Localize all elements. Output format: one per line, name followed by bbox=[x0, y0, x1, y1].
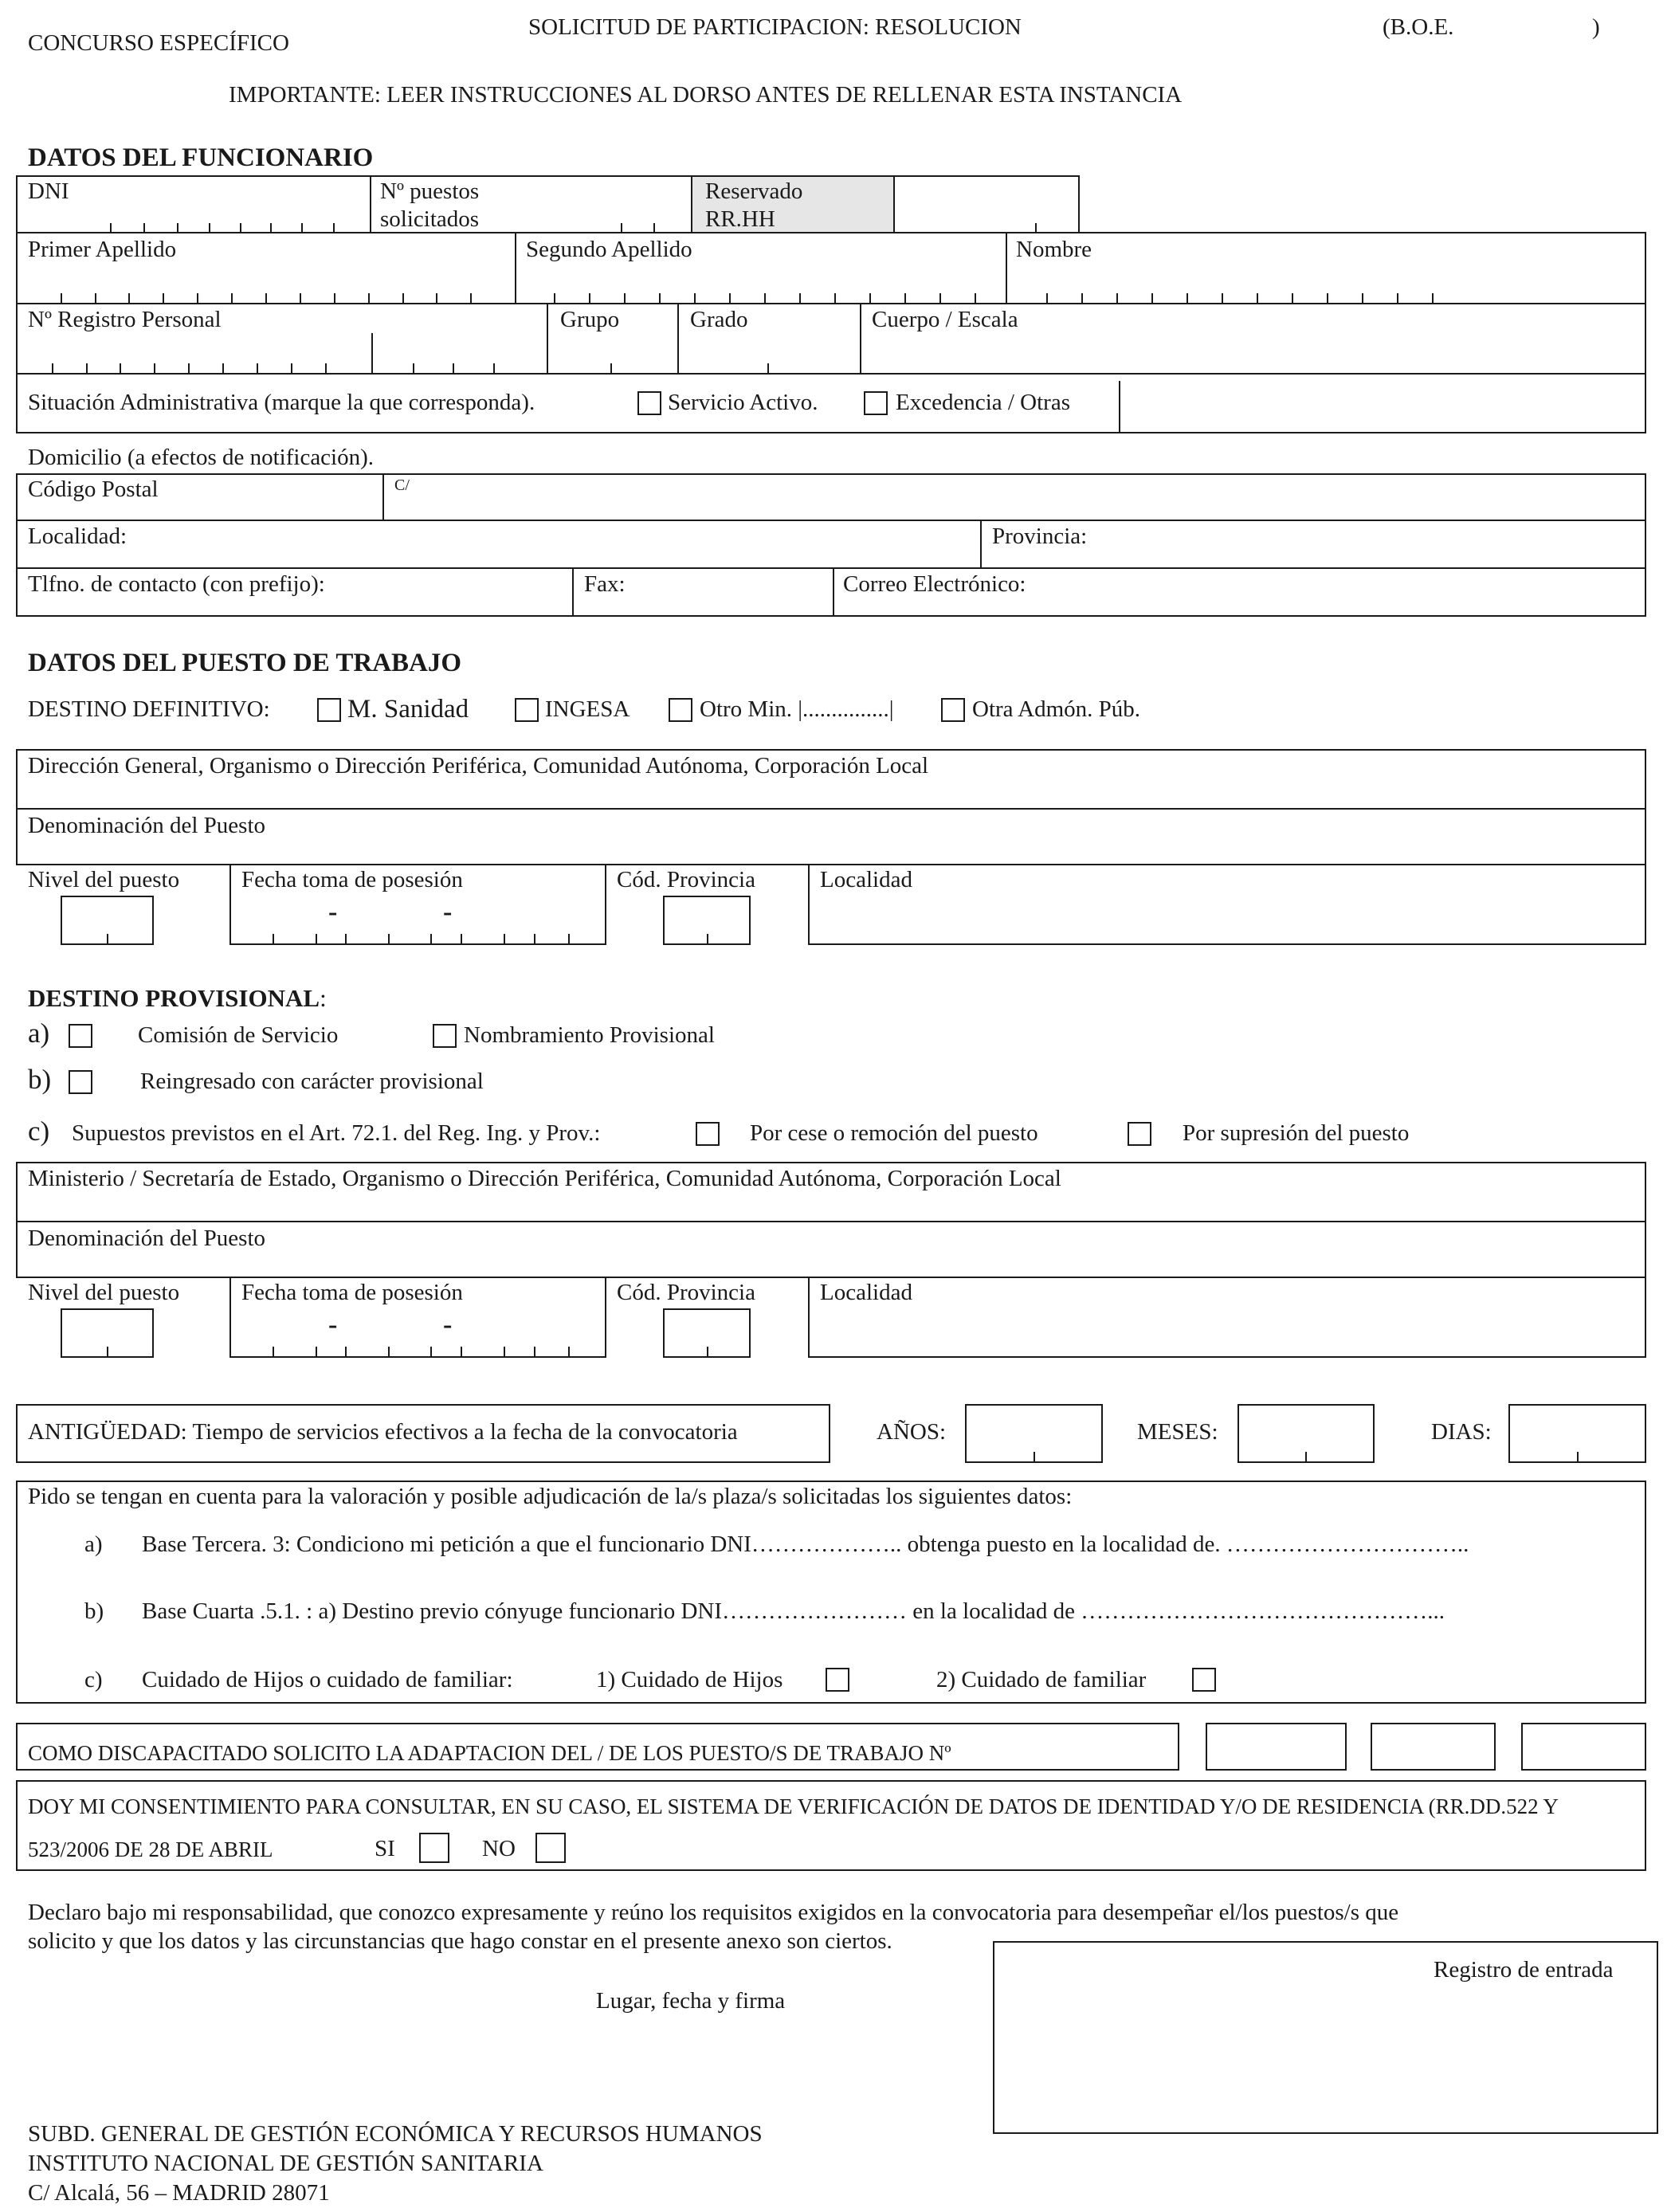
cuidado-familiar-checkbox[interactable] bbox=[1192, 1668, 1216, 1692]
declaracion-line2: solicito y que los datos y las circunstancias que hago constar en el presente anexo son ciertos. bbox=[28, 1928, 892, 1954]
fecha-posesion-input[interactable] bbox=[231, 896, 605, 943]
nombre-label: Nombre bbox=[1016, 237, 1092, 262]
pido-intro: Pido se tengan en cuenta para la valoración y posible adjudicación de la/s plaza/s solicitadas los siguientes datos: bbox=[28, 1484, 1073, 1509]
localidad-provisional-input[interactable] bbox=[810, 1308, 1645, 1356]
servicio-activo-checkbox[interactable] bbox=[637, 391, 661, 415]
n-registro-input[interactable] bbox=[18, 304, 545, 373]
m-sanidad-label: M. Sanidad bbox=[347, 695, 469, 724]
discapacitado-label: COMO DISCAPACITADO SOLICITO LA ADAPTACION DEL / DE LOS PUESTO/S DE TRABAJO Nº bbox=[28, 1741, 951, 1765]
si-label: SI bbox=[375, 1836, 395, 1861]
provincia-input[interactable] bbox=[982, 521, 1645, 566]
pido-b-text: Base Cuarta .5.1. : a) Destino previo cónyuge funcionario DNI…………………… en la localidad de ………………………………………... bbox=[142, 1598, 1445, 1624]
n-registro-label: Nº Registro Personal bbox=[28, 307, 222, 332]
excedencia-otras-input[interactable] bbox=[1120, 382, 1645, 432]
declaracion-line1: Declaro bajo mi responsabilidad, que conozco expresamente y reúno los requisitos exigidos en la convocatoria para desempeñar el/los puestos/s que bbox=[28, 1900, 1399, 1925]
n-puestos-label-2: solicitados bbox=[380, 206, 480, 232]
correo-label: Correo Electrónico: bbox=[843, 571, 1026, 597]
consentimiento-line2: 523/2006 DE 28 DE ABRIL bbox=[28, 1837, 273, 1861]
grupo-input[interactable] bbox=[548, 304, 676, 373]
fecha-provisional-input[interactable] bbox=[231, 1308, 605, 1356]
otra-admon-label: Otra Admón. Púb. bbox=[972, 696, 1141, 722]
footer-line1: SUBD. GENERAL DE GESTIÓN ECONÓMICA Y RECURSOS HUMANOS bbox=[28, 2121, 763, 2147]
cod-provincia-label: Cód. Provincia bbox=[617, 867, 755, 892]
calle-label: C/ bbox=[394, 477, 410, 494]
fecha-provisional-label: Fecha toma de posesión bbox=[241, 1280, 463, 1305]
localidad-input[interactable] bbox=[18, 521, 979, 566]
option-b-letter: b) bbox=[28, 1064, 52, 1095]
reservado-label-1: Reservado bbox=[705, 178, 803, 204]
comision-label: Comisión de Servicio bbox=[138, 1022, 339, 1048]
discapacitado-puesto-1-input[interactable] bbox=[1206, 1723, 1347, 1771]
date-separator-1: - bbox=[328, 897, 338, 927]
localidad-puesto-label: Localidad bbox=[820, 867, 912, 892]
m-sanidad-checkbox[interactable] bbox=[317, 698, 341, 722]
nombramiento-label: Nombramiento Provisional bbox=[464, 1022, 715, 1048]
concurso-title: CONCURSO ESPECÍFICO bbox=[28, 30, 289, 56]
otro-min-checkbox[interactable] bbox=[669, 698, 692, 722]
boe-close: ) bbox=[1592, 14, 1600, 40]
nivel-provisional-label: Nivel del puesto bbox=[28, 1280, 180, 1305]
option-c-letter: c) bbox=[28, 1116, 50, 1147]
servicio-activo-label: Servicio Activo. bbox=[668, 390, 818, 415]
lugar-fecha-firma-label: Lugar, fecha y firma bbox=[596, 1988, 786, 2014]
telefono-input[interactable] bbox=[18, 569, 571, 615]
cuidado-hijos-checkbox[interactable] bbox=[826, 1668, 849, 1692]
codigo-postal-input[interactable] bbox=[18, 475, 381, 518]
date-separator-2: - bbox=[443, 897, 453, 927]
ministerio-label: Ministerio / Secretaría de Estado, Organismo o Dirección Periférica, Comunidad Autónoma, Corporación Local bbox=[28, 1166, 1061, 1191]
consentimiento-no-checkbox[interactable] bbox=[535, 1833, 566, 1863]
fax-label: Fax: bbox=[584, 571, 626, 597]
consentimiento-si-checkbox[interactable] bbox=[419, 1833, 449, 1863]
provincia-label: Provincia: bbox=[992, 524, 1088, 549]
pido-a-text: Base Tercera. 3: Condiciono mi petición a que el funcionario DNI……………….. obtenga puesto en la localidad de. ………………………….. bbox=[142, 1532, 1469, 1557]
pido-c-text: Cuidado de Hijos o cuidado de familiar: bbox=[142, 1667, 513, 1692]
grado-label: Grado bbox=[690, 307, 748, 332]
comision-checkbox[interactable] bbox=[69, 1024, 92, 1048]
otro-min-label: Otro Min. |...............| bbox=[700, 696, 894, 722]
n-puestos-label-1: Nº puestos bbox=[380, 178, 480, 204]
pido-c-letter: c) bbox=[84, 1667, 103, 1692]
denominacion-provisional-label: Denominación del Puesto bbox=[28, 1226, 266, 1251]
cuidado-hijos-label: 1) Cuidado de Hijos bbox=[596, 1667, 783, 1692]
direccion-general-input[interactable] bbox=[18, 777, 1645, 806]
no-label: NO bbox=[482, 1836, 516, 1861]
importante-note: IMPORTANTE: LEER INSTRUCCIONES AL DORSO ANTES DE RELLENAR ESTA INSTANCIA bbox=[229, 82, 1183, 108]
codigo-postal-label: Código Postal bbox=[28, 477, 159, 502]
primer-apellido-input[interactable] bbox=[18, 233, 513, 303]
nivel-label: Nivel del puesto bbox=[28, 867, 180, 892]
segundo-apellido-label: Segundo Apellido bbox=[526, 237, 692, 262]
excedencia-label: Excedencia / Otras bbox=[896, 390, 1071, 415]
supuestos-label: Supuestos previstos en el Art. 72.1. del Reg. Ing. y Prov.: bbox=[72, 1120, 601, 1146]
excedencia-checkbox[interactable] bbox=[864, 391, 888, 415]
solicitud-title: SOLICITUD DE PARTICIPACION: RESOLUCION bbox=[528, 14, 1022, 40]
date-separator-3: - bbox=[328, 1310, 338, 1339]
section-title-puesto: DATOS DEL PUESTO DE TRABAJO bbox=[28, 649, 462, 677]
otra-admon-checkbox[interactable] bbox=[941, 698, 965, 722]
registro-entrada-label: Registro de entrada bbox=[1434, 1957, 1614, 1983]
primer-apellido-label: Primer Apellido bbox=[28, 237, 177, 262]
ingesa-label: INGESA bbox=[545, 696, 630, 722]
footer-line3: C/ Alcalá, 56 – MADRID 28071 bbox=[28, 2180, 330, 2206]
ministerio-input[interactable] bbox=[18, 1190, 1645, 1219]
por-supresion-checkbox[interactable] bbox=[1128, 1122, 1151, 1146]
fecha-posesion-label: Fecha toma de posesión bbox=[241, 867, 463, 892]
domicilio-label: Domicilio (a efectos de notificación). bbox=[28, 445, 375, 470]
reingresado-checkbox[interactable] bbox=[69, 1070, 92, 1094]
boe-open: (B.O.E. bbox=[1383, 14, 1454, 40]
nombre-input[interactable] bbox=[1007, 233, 1645, 303]
meses-label: MESES: bbox=[1137, 1419, 1218, 1445]
fax-input[interactable] bbox=[574, 569, 831, 615]
anos-label: AÑOS: bbox=[877, 1419, 947, 1445]
direccion-general-label: Dirección General, Organismo o Dirección Periférica, Comunidad Autónoma, Corporación Local bbox=[28, 753, 929, 779]
date-separator-4: - bbox=[443, 1310, 453, 1339]
discapacitado-puesto-2-input[interactable] bbox=[1371, 1723, 1496, 1771]
consentimiento-line1: DOY MI CONSENTIMIENTO PARA CONSULTAR, EN SU CASO, EL SISTEMA DE VERIFICACIÓN DE DATOS DE IDENTIDAD Y/O DE RESIDENCIA (RR.DD.522 Y bbox=[28, 1794, 1559, 1818]
footer-line2: INSTITUTO NACIONAL DE GESTIÓN SANITARIA bbox=[28, 2151, 543, 2176]
destino-definitivo-label: DESTINO DEFINITIVO: bbox=[28, 696, 270, 722]
telefono-label: Tlfno. de contacto (con prefijo): bbox=[28, 571, 325, 597]
calle-input[interactable] bbox=[384, 475, 1645, 518]
n-puestos-input[interactable] bbox=[371, 177, 690, 232]
correo-input[interactable] bbox=[834, 569, 1645, 615]
reservado-label-2: RR.HH bbox=[705, 206, 775, 232]
por-cese-checkbox[interactable] bbox=[696, 1122, 720, 1146]
ingesa-checkbox[interactable] bbox=[515, 698, 539, 722]
section-title-funcionario: DATOS DEL FUNCIONARIO bbox=[28, 143, 374, 172]
localidad-puesto-input[interactable] bbox=[810, 896, 1645, 943]
cod-provincia-provisional-label: Cód. Provincia bbox=[617, 1280, 755, 1305]
pido-a-letter: a) bbox=[84, 1532, 103, 1557]
cuidado-familiar-label: 2) Cuidado de familiar bbox=[936, 1667, 1147, 1692]
denominacion-label: Denominación del Puesto bbox=[28, 813, 266, 838]
grupo-label: Grupo bbox=[560, 307, 620, 332]
por-supresion-label: Por supresión del puesto bbox=[1183, 1120, 1410, 1146]
situacion-label: Situación Administrativa (marque la que corresponda). bbox=[28, 390, 535, 415]
firma-area[interactable] bbox=[28, 2021, 984, 2092]
reingresado-label: Reingresado con carácter provisional bbox=[140, 1069, 484, 1094]
por-cese-label: Por cese o remoción del puesto bbox=[750, 1120, 1038, 1146]
dni-input[interactable] bbox=[18, 177, 368, 232]
antiguedad-label: ANTIGÜEDAD: Tiempo de servicios efectivos a la fecha de la convocatoria bbox=[28, 1419, 738, 1445]
destino-provisional-heading: DESTINO PROVISIONAL: bbox=[28, 984, 327, 1012]
pido-b-letter: b) bbox=[84, 1598, 104, 1624]
option-a-letter: a) bbox=[28, 1018, 50, 1049]
discapacitado-puesto-3-input[interactable] bbox=[1521, 1723, 1646, 1771]
nombramiento-checkbox[interactable] bbox=[433, 1024, 457, 1048]
cuerpo-label: Cuerpo / Escala bbox=[872, 307, 1018, 332]
denominacion-provisional-input[interactable] bbox=[18, 1249, 1645, 1277]
dias-label: DIAS: bbox=[1431, 1419, 1492, 1445]
localidad-provisional-label: Localidad bbox=[820, 1280, 912, 1305]
localidad-label: Localidad: bbox=[28, 524, 127, 549]
dni-label: DNI bbox=[28, 178, 69, 204]
cuerpo-input[interactable] bbox=[861, 304, 1645, 373]
denominacion-input[interactable] bbox=[18, 837, 1645, 864]
segundo-apellido-input[interactable] bbox=[516, 233, 1004, 303]
